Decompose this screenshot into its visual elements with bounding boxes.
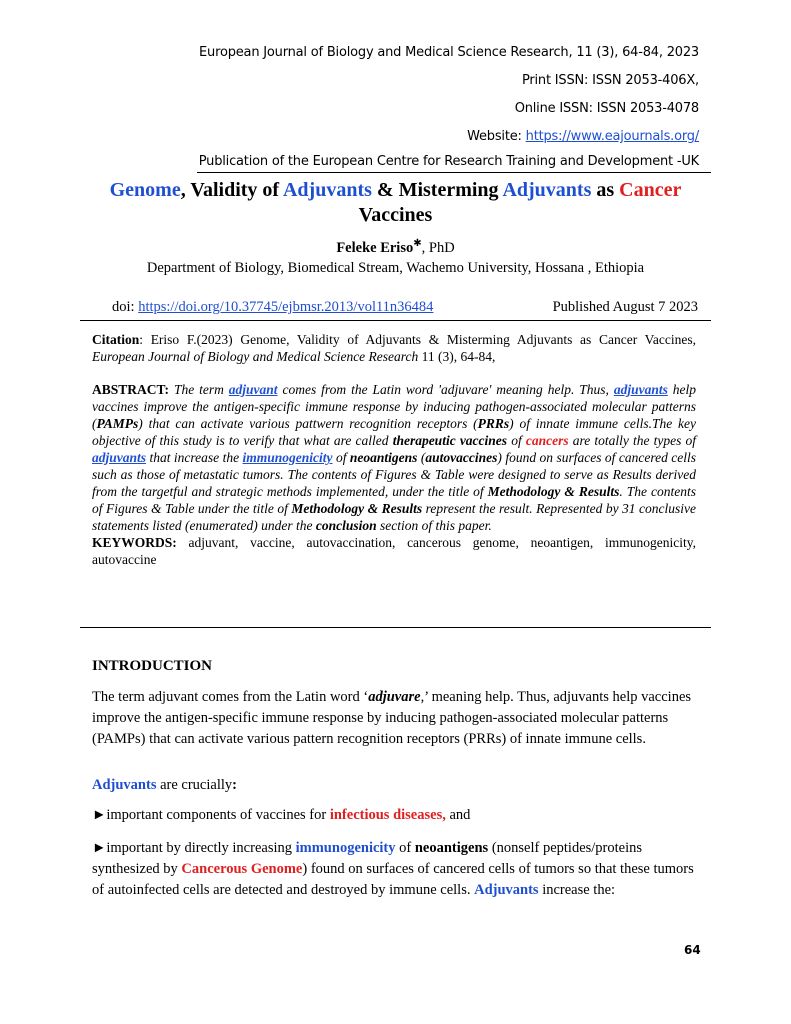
abstract-text: of [507,433,526,448]
abstract-text: ) found on surfaces of cancered cells such as those of metastatic tumors. The contents of Figures & Table were designed to serve as Results derived from the targetful and strategic methods implemented, under the title of [92,450,696,499]
journal-citation-line: European Journal of Biology and Medical Science Research, 11 (3), 64-84, 2023 [199,45,699,60]
title-text: as [591,179,620,201]
website-label: Website: [467,129,526,144]
bullet-text: of [395,840,415,856]
abstract-term: adjuvant [228,382,278,397]
intro-text: The term adjuvant comes from the Latin word ‘ [92,689,369,705]
bullet-text: increase the: [538,882,616,898]
publisher-line: Publication of the European Centre for Research Training and Development -UK [198,154,699,169]
author-line [0,238,791,257]
abstract-text: are totally the types of [568,433,696,448]
abstract-text: ) that can activate various pattwern recognition receptors ( [138,416,478,431]
website-line [467,129,699,144]
abstract-text: help vaccines improve the antigen-specific immune response by inducing pathogen-associated molecular patterns ( [92,382,696,431]
bullet-item [92,838,704,901]
intro-adjuvants-line [92,775,704,796]
doi-link[interactable]: https://doi.org/10.37745/ejbmsr.2013/vol11n36484 [138,299,434,315]
abstract-text: section of this paper. [376,518,492,533]
abstract-text: . The contents of Figures & Table under the title of [92,484,696,516]
published-date: Published August 7 2023 [552,299,698,315]
abstract-text: ) of innate immune cells.The key objective of this study is to verify that what are called [92,416,696,448]
print-issn: Print ISSN: ISSN 2053-406X, [521,73,699,88]
bullet-term: infectious diseases, [329,807,446,823]
intro-text: ,’ meaning help. Thus, adjuvants help vaccines improve the antigen-specific immune response by inducing pathogen-associated molecular patterns (PAMPs) that can activate various pattern recognition receptors (PRRs) of innate immune cells. [92,689,692,747]
author-degree: , PhD [421,239,455,256]
citation-journal: European Journal of Biology and Medical Science Research [92,349,419,364]
page-number: 64 [684,943,701,957]
website-link[interactable]: https://www.eajournals.org/ [525,129,699,144]
doi-rule [80,320,711,321]
title-text: & Misterming [371,179,503,201]
abstract-text: The term [169,382,229,397]
abstract-term: therapeutic vaccines [392,433,508,448]
author-name: Feleke Eriso [336,239,414,256]
doi-label: doi: [112,299,139,315]
bullet-text: (nonself peptides/proteins synthesized by [92,840,643,877]
abstract-term: adjuvants [613,382,668,397]
online-issn: Online ISSN: ISSN 2053-4078 [514,101,699,116]
abstract-term: PAMPs [96,416,139,431]
doi-line [112,299,433,316]
bullet-text: and [445,807,471,823]
bullet-term: Cancerous Genome [181,861,303,877]
bullet-text: ) found on surfaces of cancered cells of tumors so that these tumors of autoinfected cells are detected and destroyed by immune cells. [92,861,694,898]
abstract-term: Methodology & Results [291,501,423,516]
citation-tail: 11 (3), 64-84, [418,349,496,364]
title-cancer: Cancer [619,179,682,201]
affiliation: Department of Biology, Biomedical Stream, Wachemo University, Hossana , Ethiopia [146,260,645,276]
citation [92,331,696,365]
bullet-item [92,805,704,826]
title-line2: Vaccines [358,204,433,226]
title-genome: Genome [109,179,181,201]
abstract-term: cancers [525,433,569,448]
keywords-rule [80,627,711,628]
author-mark: ✱ [413,238,422,249]
intro-heading: INTRODUCTION [92,658,213,674]
intro-term: adjuvare [368,689,421,705]
abstract-term: neoantigens [349,450,418,465]
bullet-arrow-icon: ► [92,807,107,823]
abstract-term: adjuvants [92,450,147,465]
citation-label: Citation [92,332,140,347]
paper-title [80,178,711,228]
keywords-label: KEYWORDS: [92,535,177,550]
abstract-term: immunogenicity [242,450,333,465]
title-adjuvants: Adjuvants [502,179,592,201]
bullet-text: important components of vaccines for [106,807,330,823]
abstract-text: comes from the Latin word 'adjuvare' meaning help. Thus, [277,382,614,397]
bullet-text: important by directly increasing [106,840,296,856]
intro-term: Adjuvants [92,777,157,793]
citation-text: : Eriso F.(2023) Genome, Validity of Adjuvants & Misterming Adjuvants as Cancer Vaccines, [139,332,696,347]
abstract-term: PRRs [477,416,510,431]
intro-text: are crucially [156,777,233,793]
abstract-text: of [332,450,350,465]
abstract-text: ( [417,450,426,465]
title-text: , Validity of [180,179,283,201]
abstract-label: ABSTRACT: [92,382,170,397]
bullet-arrow-icon: ► [92,840,107,856]
abstract-term: autovaccines [425,450,498,465]
abstract-text: represent the result. Represented by 31 conclusive statements listed (enumerated) under the [92,501,697,533]
bullet-term: immunogenicity [295,840,396,856]
intro-text: : [232,777,237,793]
abstract [92,381,696,568]
abstract-term: Methodology & Results [487,484,620,499]
keywords-text: adjuvant, vaccine, autovaccination, cancerous genome, neoantigen, immunogenicity, autovaccine [92,535,696,567]
header-rule [197,172,711,173]
intro-paragraph [92,687,704,750]
abstract-text: that increase the [146,450,243,465]
abstract-term: conclusion [315,518,377,533]
bullet-term: neoantigens [414,840,489,856]
title-adjuvants: Adjuvants [282,179,372,201]
bullet-term: Adjuvants [474,882,539,898]
